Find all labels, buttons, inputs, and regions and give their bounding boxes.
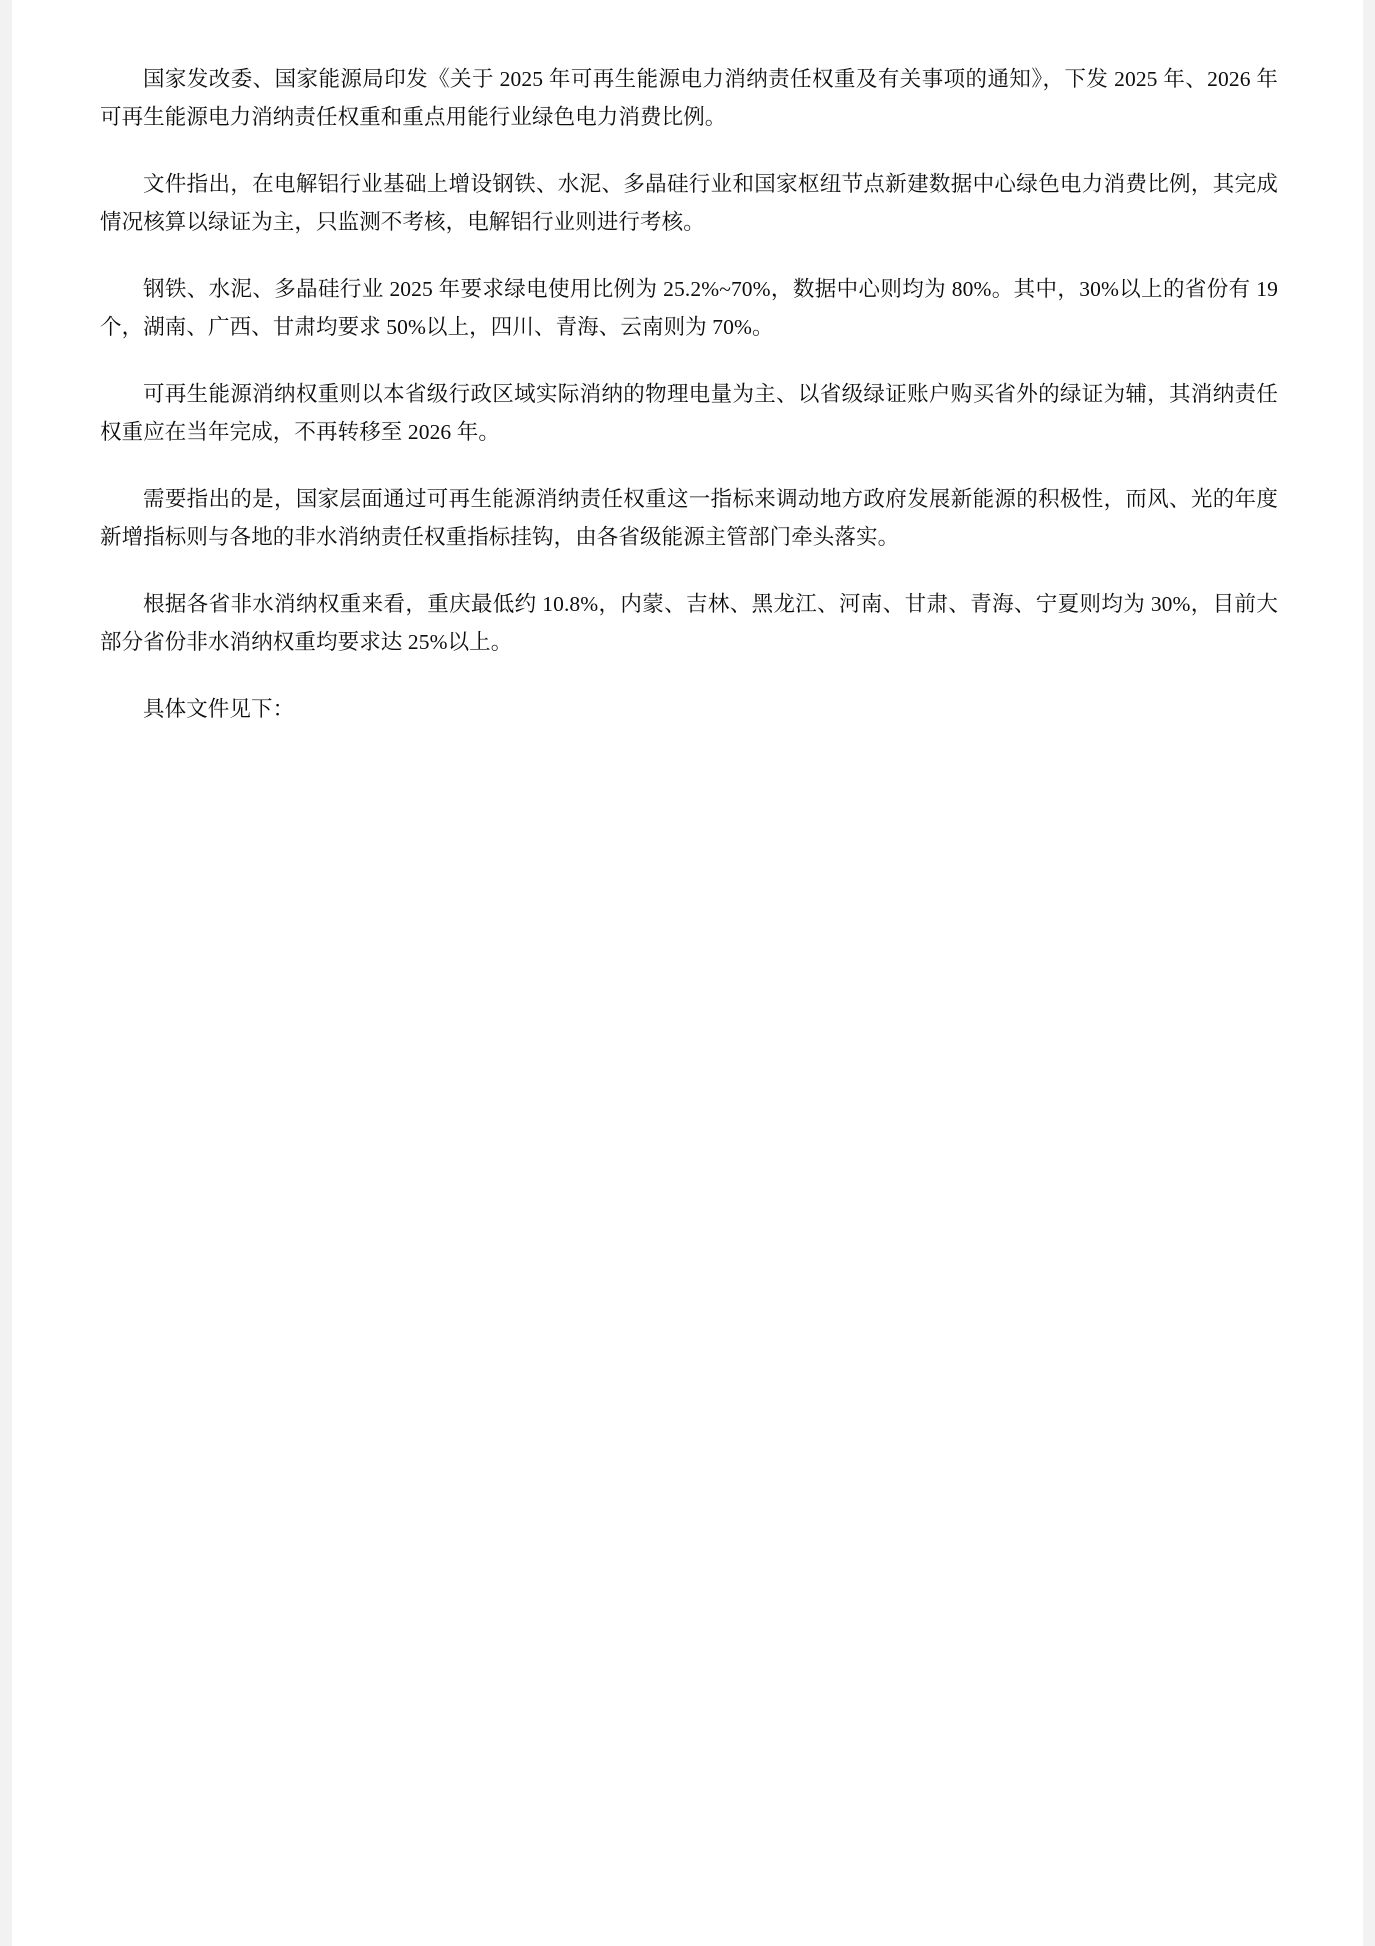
- paragraph-6: 根据各省非水消纳权重来看，重庆最低约 10.8%，内蒙、吉林、黑龙江、河南、甘肃、青海、宁夏则均为 30%，目前大部分省份非水消纳权重均要求达 25%以上。: [100, 592, 1278, 654]
- paragraph-5: 需要指出的是，国家层面通过可再生能源消纳责任权重这一指标来调动地方政府发展新能源的积极性，而风、光的年度新增指标则与各地的非水消纳责任权重指标挂钩，由各省级能源主管部门牵头落实。: [100, 487, 1278, 549]
- paragraph-4: 可再生能源消纳权重则以本省级行政区域实际消纳的物理电量为主、以省级绿证账户购买省外的绿证为辅，其消纳责任权重应在当年完成，不再转移至 2026 年。: [100, 382, 1278, 444]
- paragraph-2: 文件指出，在电解铝行业基础上增设钢铁、水泥、多晶硅行业和国家枢纽节点新建数据中心绿色电力消费比例，其完成情况核算以绿证为主，只监测不考核，电解铝行业则进行考核。: [100, 172, 1278, 234]
- page-right-margin: [1363, 0, 1375, 1946]
- paragraph-1: 国家发改委、国家能源局印发《关于 2025 年可再生能源电力消纳责任权重及有关事项的通知》，下发 2025 年、2026 年可再生能源电力消纳责任权重和重点用能行业绿色电力消费比例。: [100, 67, 1278, 129]
- page-left-margin: [0, 0, 12, 1946]
- document-text-column: [100, 60, 1278, 728]
- paragraph-7-closing: 具体文件见下：: [143, 697, 295, 721]
- paragraph-3: 钢铁、水泥、多晶硅行业 2025 年要求绿电使用比例为 25.2%~70%，数据中心则均为 80%。其中，30%以上的省份有 19 个，湖南、广西、甘肃均要求 50%以上，四川、青海、云南则为 70%。: [100, 277, 1278, 339]
